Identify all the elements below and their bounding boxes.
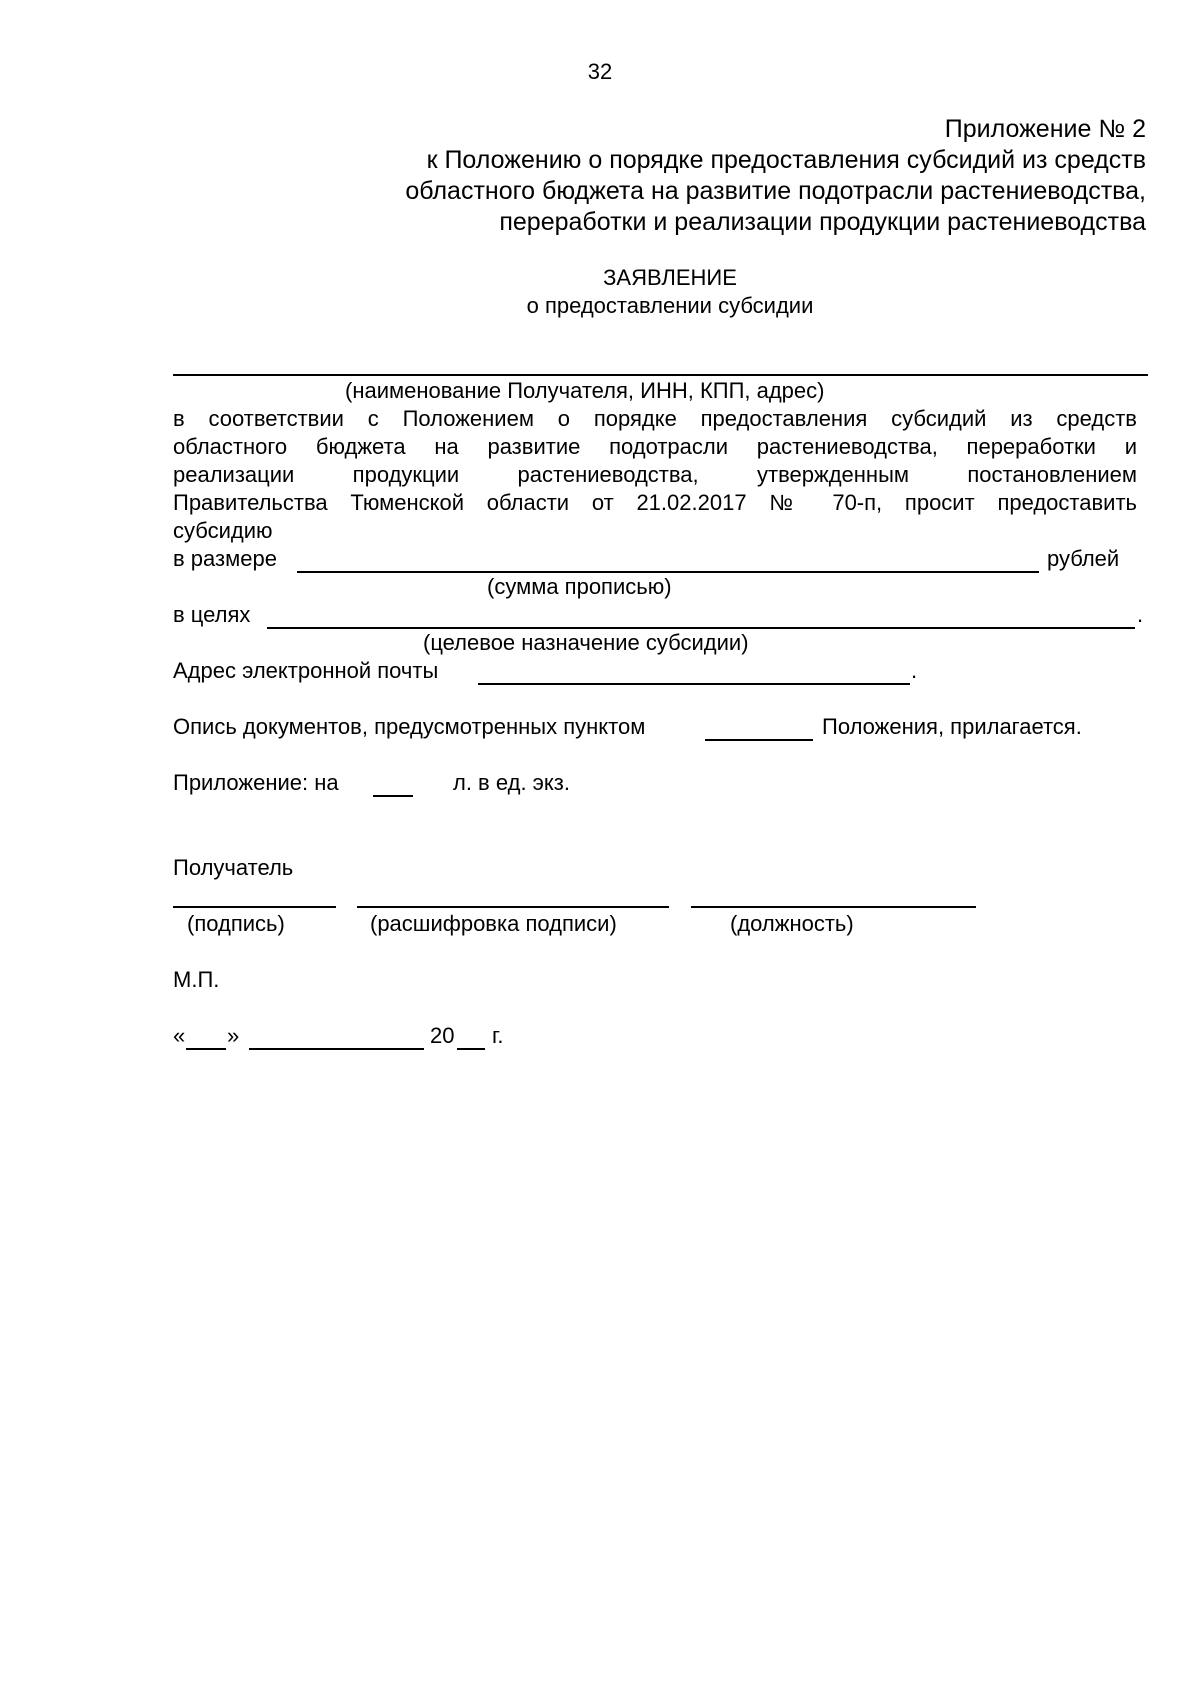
purpose-caption: (целевое назначение субсидии): [423, 630, 749, 655]
date-year-prefix: 20: [430, 1023, 455, 1048]
body-line-1: в соответствии с Положением о порядке предоставления субсидий из средств: [173, 406, 1137, 431]
document-title: ЗАЯВЛЕНИЕ: [603, 265, 737, 290]
position-blank-line: [691, 906, 976, 908]
date-close-quote: »: [227, 1023, 240, 1048]
inventory-blank-line: [705, 739, 813, 741]
body-line-3: реализации продукции растениеводства, утвержденным постановлением: [173, 462, 1137, 487]
purpose-blank-line: [267, 627, 1135, 629]
inventory-prefix: Опись документов, предусмотренных пунктом: [173, 714, 646, 739]
appendix-line-2: к Положению о порядке предоставления субсидий из средств: [426, 146, 1146, 174]
stamp-label: М.П.: [173, 967, 220, 992]
amount-suffix: рублей: [1047, 546, 1120, 571]
date-year-blank-line: [457, 1048, 485, 1050]
signature-decode-caption: (расшифровка подписи): [370, 911, 617, 936]
email-blank-line: [478, 683, 910, 685]
email-suffix: .: [911, 658, 918, 683]
date-year-suffix: г.: [492, 1023, 504, 1048]
body-line-2: областного бюджета на развитие подотрасли растениеводства, переработки и: [173, 434, 1137, 459]
recipient-label: Получатель: [173, 855, 294, 880]
signature-decode-blank-line: [357, 906, 669, 908]
purpose-prefix: в целях: [173, 602, 251, 627]
attachment-blank-line: [373, 795, 413, 797]
amount-blank-line: [297, 571, 1039, 573]
inventory-suffix: Положения, прилагается.: [822, 714, 1082, 739]
appendix-number: Приложение № 2: [944, 115, 1146, 143]
page-number: 32: [587, 59, 613, 84]
purpose-suffix: .: [1137, 602, 1144, 627]
position-caption: (должность): [730, 911, 854, 936]
signature-caption: (подпись): [187, 911, 285, 936]
date-open-quote: «: [173, 1023, 186, 1048]
email-label: Адрес электронной почты: [173, 658, 439, 683]
attachment-prefix: Приложение: на: [173, 770, 339, 795]
document-subtitle: о предоставлении субсидии: [526, 293, 814, 318]
date-day-blank-line: [186, 1048, 226, 1050]
body-line-4: Правительства Тюменской области от 21.02.2017 № 70-п, просит предоставить: [173, 490, 1137, 515]
body-line-5: субсидию: [173, 518, 273, 543]
signature-blank-line: [173, 906, 336, 908]
date-month-blank-line: [249, 1048, 424, 1050]
attachment-suffix: л. в ед. экз.: [453, 770, 570, 795]
amount-prefix: в размере: [173, 546, 277, 571]
appendix-line-4: переработки и реализации продукции растениеводства: [499, 208, 1146, 236]
recipient-caption: (наименование Получателя, ИНН, КПП, адрес): [345, 378, 825, 403]
appendix-line-3: областного бюджета на развитие подотрасли растениеводства,: [405, 177, 1146, 205]
recipient-blank-line: [173, 374, 1148, 376]
amount-caption: (сумма прописью): [487, 574, 672, 599]
